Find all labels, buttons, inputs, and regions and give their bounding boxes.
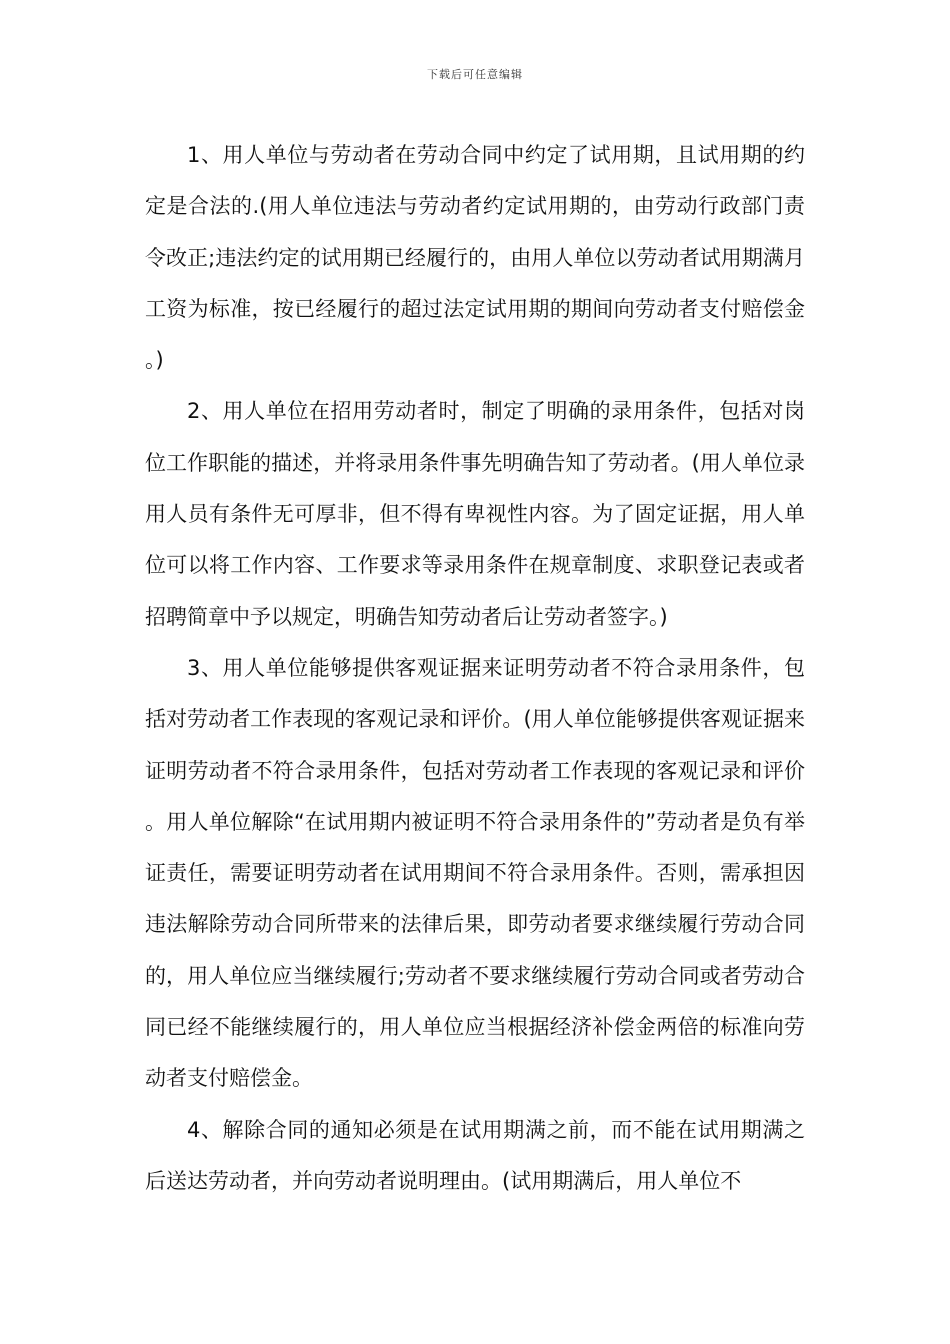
document-body <box>145 130 805 1207</box>
paragraph-1: 1、用人单位与劳动者在劳动合同中约定了试用期，且试用期的约定是合法的.(用人单位违法与劳动者约定试用期的，由劳动行政部门责令改正;违法约定的试用期已经履行的，由用人单位以劳动者试用期满月工资为标准，按已经履行的超过法定试用期的期间向劳动者支付赔偿金。) <box>145 143 805 373</box>
paragraph-4: 4、解除合同的通知必须是在试用期满之前，而不能在试用期满之后送达劳动者，并向劳动者说明理由。(试用期满后，用人单位不 <box>145 1117 805 1193</box>
paragraph-2: 2、用人单位在招用劳动者时，制定了明确的录用条件，包括对岗位工作职能的描述，并将录用条件事先明确告知了劳动者。(用人单位录用人员有条件无可厚非，但不得有卑视性内容。为了固定证据，用人单位可以将工作内容、工作要求等录用条件在规章制度、求职登记表或者招聘简章中予以规定，明确告知劳动者后让劳动者签字。) <box>145 399 805 629</box>
page-header: 下载后可任意编辑 <box>427 68 523 81</box>
paragraph-3: 3、用人单位能够提供客观证据来证明劳动者不符合录用条件，包括对劳动者工作表现的客观记录和评价。(用人单位能够提供客观证据来证明劳动者不符合录用条件，包括对劳动者工作表现的客观记录和评价。用人单位解除“在试用期内被证明不符合录用条件的”劳动者是负有举证责任，需要证明劳动者在试用期间不符合录用条件。否则，需承担因违法解除劳动合同所带来的法律后果，即劳动者要求继续履行劳动合同的，用人单位应当继续履行;劳动者不要求继续履行劳动合同或者劳动合同已经不能继续履行的，用人单位应当根据经济补偿金两倍的标准向劳动者支付赔偿金。 <box>145 655 805 1091</box>
